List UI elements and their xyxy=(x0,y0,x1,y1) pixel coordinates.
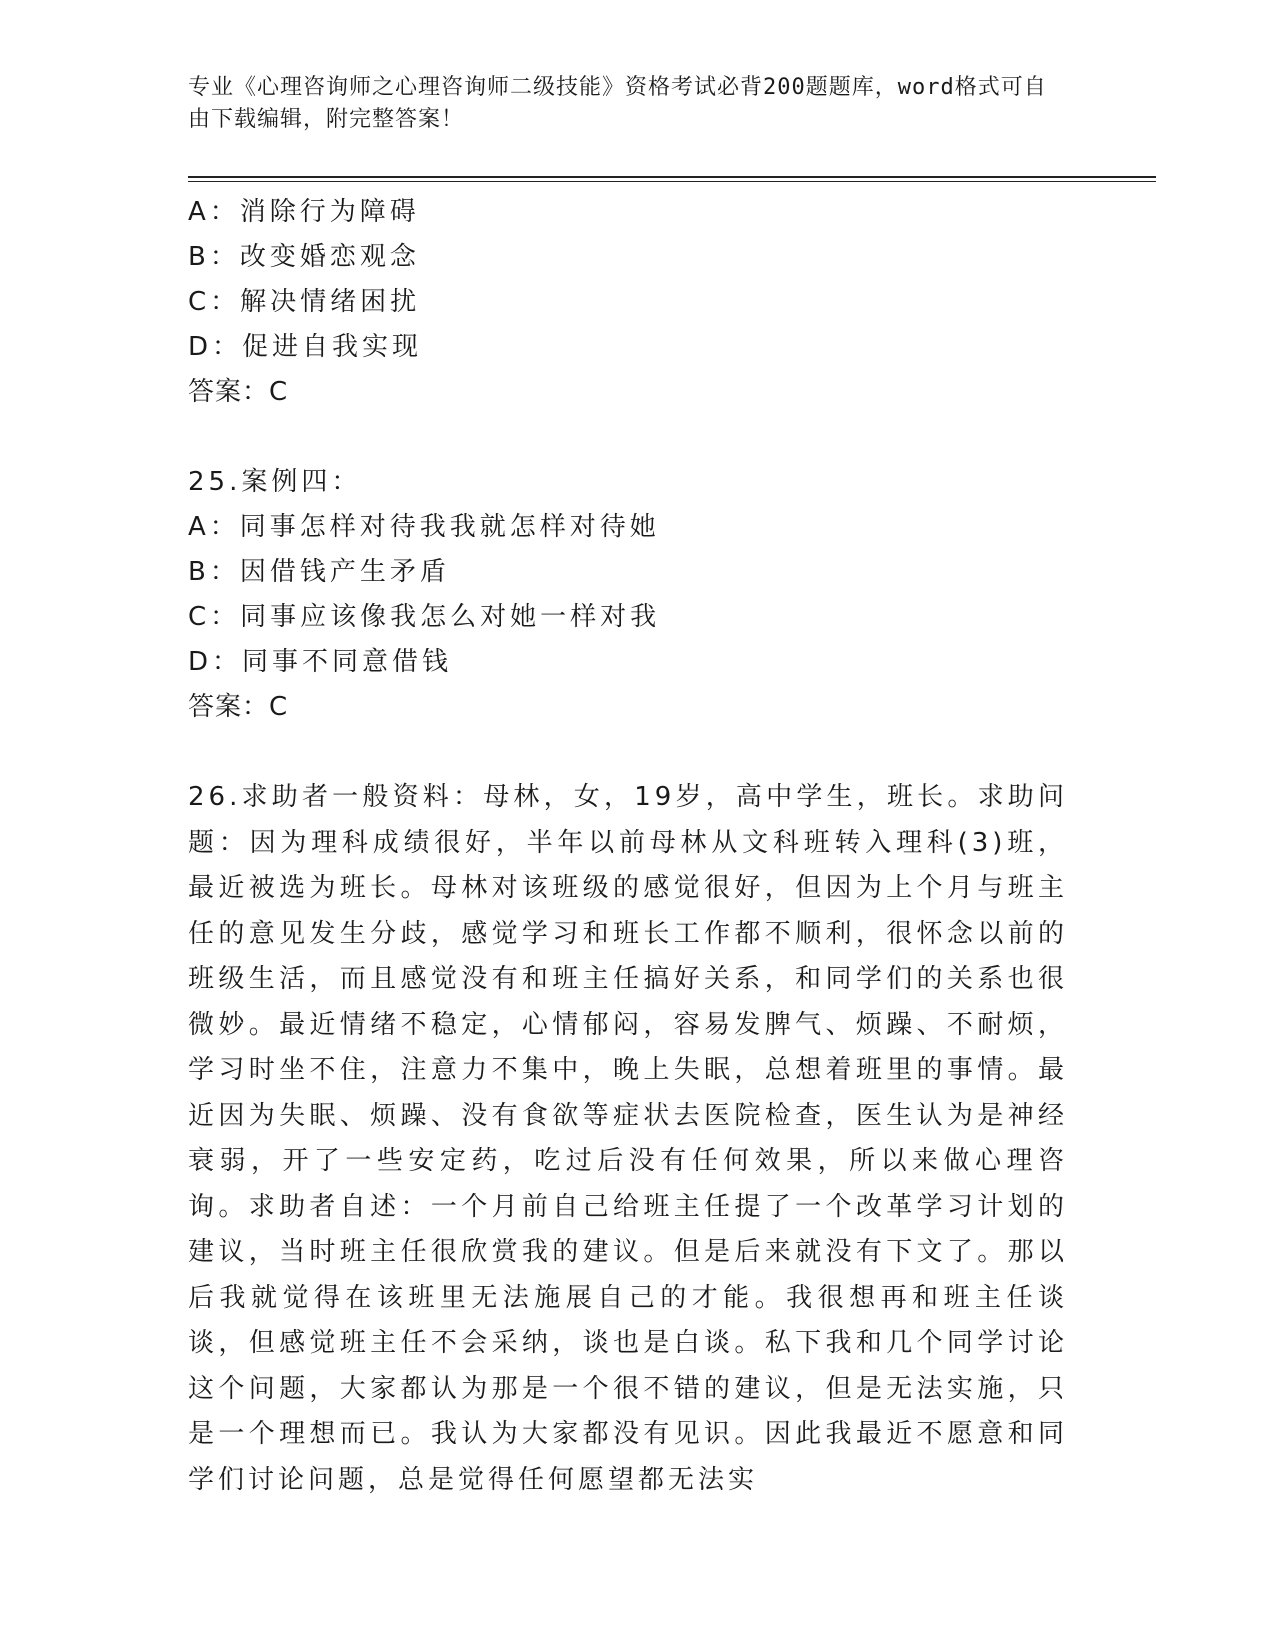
spacer xyxy=(188,730,1068,775)
question-25-block xyxy=(188,460,1068,730)
answer-line: 答案：C xyxy=(188,377,289,407)
question-stem: 25.案例四： xyxy=(188,467,362,497)
document-header-title: 专业《心理咨询师之心理咨询师二级技能》资格考试必背200题题库，word格式可自由下载编辑，附完整答案！ xyxy=(188,75,1047,132)
option-b: B：因借钱产生矛盾 xyxy=(188,557,450,587)
option-a: A：同事怎样对待我我就怎样对待她 xyxy=(188,512,660,542)
answer-line: 答案：C xyxy=(188,692,289,722)
question-24-block xyxy=(188,190,1068,415)
question-26-paragraph: 26.求助者一般资料：母林，女，19岁，高中学生，班长。求助问题：因为理科成绩很好，半年以前母林从文科班转入理科(3)班，最近被选为班长。母林对该班级的感觉很好，但因为上个月与班主任的意见发生分歧，感觉学习和班长工作都不顺利，很怀念以前的班级生活，而且感觉没有和班主任搞好关系，和同学们的关系也很微妙。最近情绪不稳定，心情郁闷，容易发脾气、烦躁、不耐烦，学习时坐不住，注意力不集中，晚上失眠，总想着班里的事情。最近因为失眠、烦躁、没有食欲等症状去医院检查，医生认为是神经衰弱，开了一些安定药，吃过后没有任何效果，所以来做心理咨询。求助者自述：一个月前自己给班主任提了一个改革学习计划的建议，当时班主任很欣赏我的建议。但是后来就没有下文了。那以后我就觉得在该班里无法施展自己的才能。我很想再和班主任谈谈，但感觉班主任不会采纳，谈也是白谈。私下我和几个同学讨论这个问题，大家都认为那是一个很不错的建议，但是无法实施，只是一个理想而已。我认为大家都没有见识。因此我最近不愿意和同学们讨论问题，总是觉得任何愿望都无法实 xyxy=(188,782,1068,1495)
header-rule-thin xyxy=(188,181,1156,182)
header-rule-thick xyxy=(188,176,1156,178)
option-c: C：同事应该像我怎么对她一样对我 xyxy=(188,602,661,632)
option-a: A：消除行为障碍 xyxy=(188,197,420,227)
option-b: B：改变婚恋观念 xyxy=(188,242,420,272)
document-body xyxy=(188,190,1068,1503)
option-c: C：解决情绪困扰 xyxy=(188,287,421,317)
spacer xyxy=(188,415,1068,460)
option-d: D：同事不同意借钱 xyxy=(188,647,453,677)
option-d: D：促进自我实现 xyxy=(188,332,423,362)
